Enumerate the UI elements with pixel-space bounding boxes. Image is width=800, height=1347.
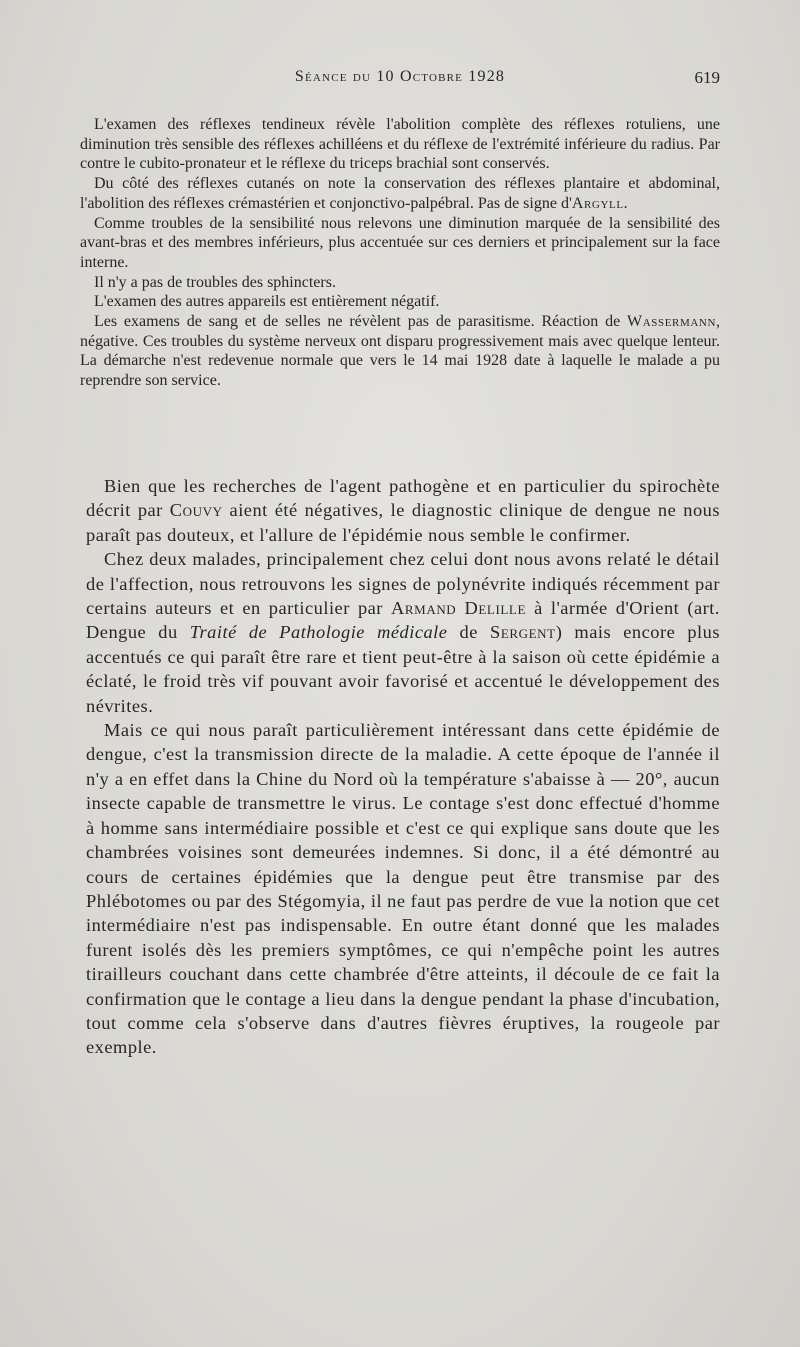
paragraph-sensibility: Comme troubles de la sensibilité nous relevons une diminution marquée de la sensibilité des avant-bras et des membres inférieurs, plus accentuée sur ces derniers et principalement sur la face interne. (80, 214, 720, 271)
paragraph-other-systems: L'examen des autres appareils est entièrement négatif. (94, 293, 440, 311)
text-run: . (623, 194, 628, 212)
paragraph-diagnosis (86, 474, 720, 547)
author-name: Couvy (169, 500, 223, 521)
text-run: Bien que les recherches de l'agent pathogène et en particulier du spirochète décrit par (86, 476, 720, 521)
text-run: Les examens de sang et de selles ne révèlent pas de parasitisme. Réaction de (94, 313, 628, 331)
author-name: Sergent (490, 622, 556, 643)
text-run: ) mais encore plus accentués ce qui paraît être rare et tient peut-être à la saison où cette épidémie a éclaté, le froid très vif pouvant avoir favorisé et accentué le développement des névrites. (86, 622, 721, 716)
author-name: Argyll (571, 194, 624, 212)
author-name: Wassermann (627, 313, 716, 331)
text-run: , négative. Ces troubles du système nerveux ont disparu progressivement mais avec quelque lenteur. La démarche n'est redevenue normale que vers le 14 mai 1928 date à laquelle le malade a pu reprendre son service. (80, 313, 720, 390)
text-run: de (447, 622, 490, 643)
author-name: Armand Delille (391, 598, 526, 619)
text-run: Du côté des réflexes cutanés on note la conservation des réflexes plantaire et abdominal, l'abolition des réflexes crémastérien et conjonctivo-palpébral. Pas de signe d' (80, 175, 720, 212)
discussion-block (86, 474, 720, 1060)
text-run: à l'armée d'Orient (art. Dengue du (86, 598, 720, 643)
paragraph-polyneuritis (86, 547, 720, 718)
case-report-block (80, 115, 720, 391)
page-number: 619 (694, 68, 720, 87)
paragraph-reflexes: L'examen des réflexes tendineux révèle l'abolition complète des réflexes rotuliens, une diminution très sensible des réflexes achilléens et du réflexe de l'extrémité inférieure du radius. Par contre le cubito-pronateur et le réflexe du triceps brachial sont conservés. (80, 116, 720, 173)
book-title: Traité de Pathologie médicale (189, 622, 448, 643)
paragraph-blood-exams (80, 312, 720, 391)
paragraph-cutaneous-reflexes (80, 174, 720, 213)
running-head: Séance du 10 Octobre 1928 (294, 68, 506, 85)
paragraph-sphincters: Il n'y a pas de troubles des sphincters. (94, 273, 336, 291)
page-header (80, 68, 720, 92)
paragraph-transmission: Mais ce qui nous paraît particulièrement intéressant dans cette épidémie de dengue, c'est la transmission directe de la maladie. A cette époque de l'année il n'y a en effet dans la Chine du Nord où la température s'abaisse à — 20°, aucun insecte capable de transmettre le virus. Le contage s'est donc effectué d'homme à homme sans intermédiaire possible et c'est ce qui explique sans doute que les chambrées voisines sont demeurées indemnes. Si donc, il a été démontré au cours de certaines épidémies que la dengue peut être transmise par des Phlébotomes ou par des Stégomyia, il ne faut pas perdre de vue la notion que cet intermédiaire n'est pas indispensable. En outre étant donné que les malades furent isolés dès les premiers symptômes, ce qui n'empêche point les autres tirailleurs couchant dans cette chambrée d'être atteints, il découle de ce fait la confirmation que le contage a lieu dans la dengue pendant la phase d'incubation, tout comme cela s'observe dans d'autres fièvres éruptives, la rougeole par exemple. (86, 720, 720, 1058)
text-run: Chez deux malades, principalement chez celui dont nous avons relaté le détail de l'affection, nous retrouvons les signes de polynévrite indiqués récemment par certains auteurs et en particulier par (86, 549, 720, 619)
text-run: aient été négatives, le diagnostic clinique de dengue ne nous paraît pas douteux, et l'allure de l'épidémie nous semble le confirmer. (86, 500, 720, 545)
